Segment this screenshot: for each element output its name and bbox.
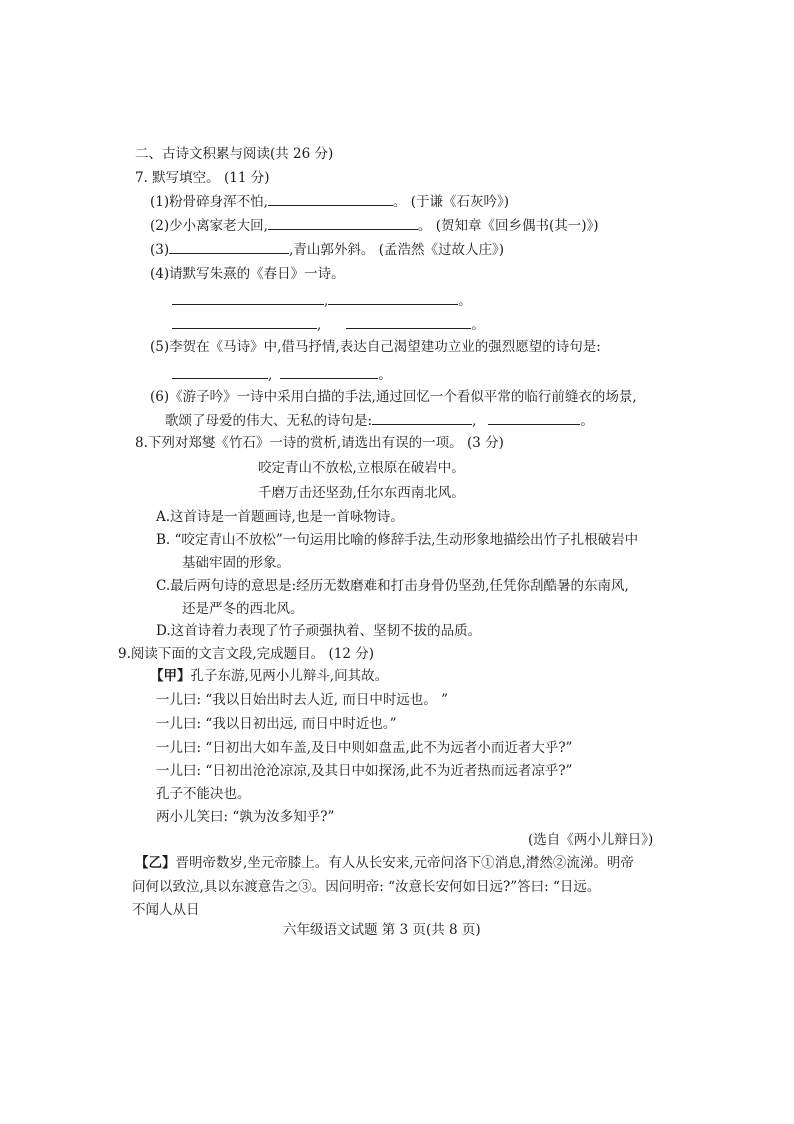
period: 。 <box>580 413 594 429</box>
q9-dialogue-3: 一儿曰: “日初出大如车盖,及日中则如盘盂,此不为远者小而近者大乎?” <box>156 740 573 756</box>
answer-blank[interactable] <box>488 412 580 425</box>
q9-dialogue-4: 一儿曰: “日初出沧沧凉凉,及其日中如探汤,此不为近者热而远者凉乎?” <box>156 763 573 779</box>
q7-item-5: (5)李贺在《马诗》中,借马抒情,表达自己渴望建功立业的强烈愿望的诗句是: <box>150 339 601 355</box>
period: 。 <box>458 293 472 309</box>
q8-option-b-line-1: B. “咬定青山不放松”一句运用比喻的修辞手法,生动形象地描绘出竹子扎根破岩中 <box>156 532 639 548</box>
answer-blank[interactable] <box>280 366 378 379</box>
q9-laugh-line: 两小儿笑曰: “孰为汝多知乎?” <box>156 809 335 825</box>
q8-option-c-line-2: 还是严冬的西北风。 <box>182 601 304 617</box>
q8-stem: 8.下列对郑燮《竹石》一诗的赏析,请选出有误的一项。 (3 分) <box>135 435 504 451</box>
answer-blank[interactable] <box>268 193 393 206</box>
q7-item-1-post: 。 (于谦《石灰吟》) <box>392 194 509 210</box>
q7-item-2-pre: (2)少小离家老大回, <box>150 218 268 234</box>
answer-blank[interactable] <box>169 241 289 254</box>
q8-option-c-line-1: C.最后两句诗的意思是:经历无数磨难和打击身骨仍坚劲,任凭你刮酷暑的东南风, <box>156 578 629 594</box>
answer-blank[interactable] <box>328 292 458 305</box>
q7-item-2 <box>150 217 599 235</box>
comma: , <box>268 367 273 383</box>
q9-jia-text: 孔子东游,见两小儿辩斗,问其故。 <box>190 668 389 684</box>
q7-item-4-blanks-row-2 <box>172 316 485 334</box>
answer-blank[interactable] <box>346 316 471 329</box>
comma: , <box>472 413 477 429</box>
comma: , <box>317 317 322 333</box>
q8-poem-line-2: 千磨万击还坚劲,任尔东西南北风。 <box>258 485 465 501</box>
answer-blank[interactable] <box>172 316 317 329</box>
q7-item-6-line-2 <box>165 412 594 430</box>
answer-blank[interactable] <box>372 412 472 425</box>
q9-confucius-line: 孔子不能决也。 <box>156 786 251 802</box>
q7-item-5-blanks <box>172 366 392 384</box>
q7-item-4-blanks-row-1 <box>172 292 472 310</box>
q9-jia-intro <box>150 667 388 685</box>
q7-item-4: (4)请默写朱熹的《春日》一诗。 <box>150 266 345 282</box>
q9-yi-label: 【乙】 <box>135 855 176 871</box>
q9-yi-line-2: 问何以致泣,具以东渡意告之③。因问明帝: “汝意长安何如日远?”答曰: “日远。 <box>132 879 601 895</box>
q8-option-a: A.这首诗是一首题画诗,也是一首咏物诗。 <box>156 509 404 525</box>
q7-item-3-pre: (3) <box>150 242 170 258</box>
q7-item-1-pre: (1)粉骨碎身浑不怕, <box>150 194 268 210</box>
q9-dialogue-2: 一儿曰: “我以日初出远, 而日中时近也。” <box>156 716 397 732</box>
q7-item-2-post: 。 (贺知章《回乡偶书(其一)》) <box>417 218 599 234</box>
q9-yi-line-3: 不闻人从日 <box>132 902 200 918</box>
q8-option-d: D.这首诗着力表现了竹子顽强执着、坚韧不拔的品质。 <box>156 623 482 639</box>
q7-item-3 <box>150 241 504 259</box>
q7-item-6-line-1: (6)《游子吟》一诗中采用白描的手法,通过回忆一个看似平常的临行前缝衣的场景, <box>150 389 637 405</box>
q8-option-b-line-2: 基础牢固的形象。 <box>182 555 290 571</box>
page-footer: 六年级语文试题 第 3 页(共 8 页) <box>283 922 481 938</box>
q7-stem: 7. 默写填空。 (11 分) <box>135 170 270 186</box>
q8-poem-line-1: 咬定青山不放松,立根原在破岩中。 <box>258 460 465 476</box>
section-heading: 二、古诗文积累与阅读(共 26 分) <box>135 146 334 162</box>
q9-yi-line-1 <box>135 854 634 872</box>
q9-stem: 9.阅读下面的文言文段,完成题目。 (12 分) <box>118 646 374 662</box>
q9-source: (选自《两小儿辩日》) <box>528 832 654 848</box>
q9-dialogue-1: 一儿曰: “我以日始出时去人近, 而日中时远也。 ” <box>156 692 449 708</box>
comma: , <box>324 293 329 309</box>
period: 。 <box>378 367 392 383</box>
answer-blank[interactable] <box>172 366 268 379</box>
q9-jia-label: 【甲】 <box>150 668 191 684</box>
q7-item-3-post: ,青山郭外斜。 (孟浩然《过故人庄》) <box>289 242 504 258</box>
q7-item-1 <box>150 193 509 211</box>
q9-yi-text: 晋明帝数岁,坐元帝膝上。有人从长安来,元帝问洛下①消息,潸然②流涕。明帝 <box>175 855 634 871</box>
q7-item-6-pre: 歌颂了母爱的伟大、无私的诗句是: <box>165 413 373 429</box>
answer-blank[interactable] <box>172 292 324 305</box>
answer-blank[interactable] <box>268 217 418 230</box>
period: 。 <box>471 317 485 333</box>
